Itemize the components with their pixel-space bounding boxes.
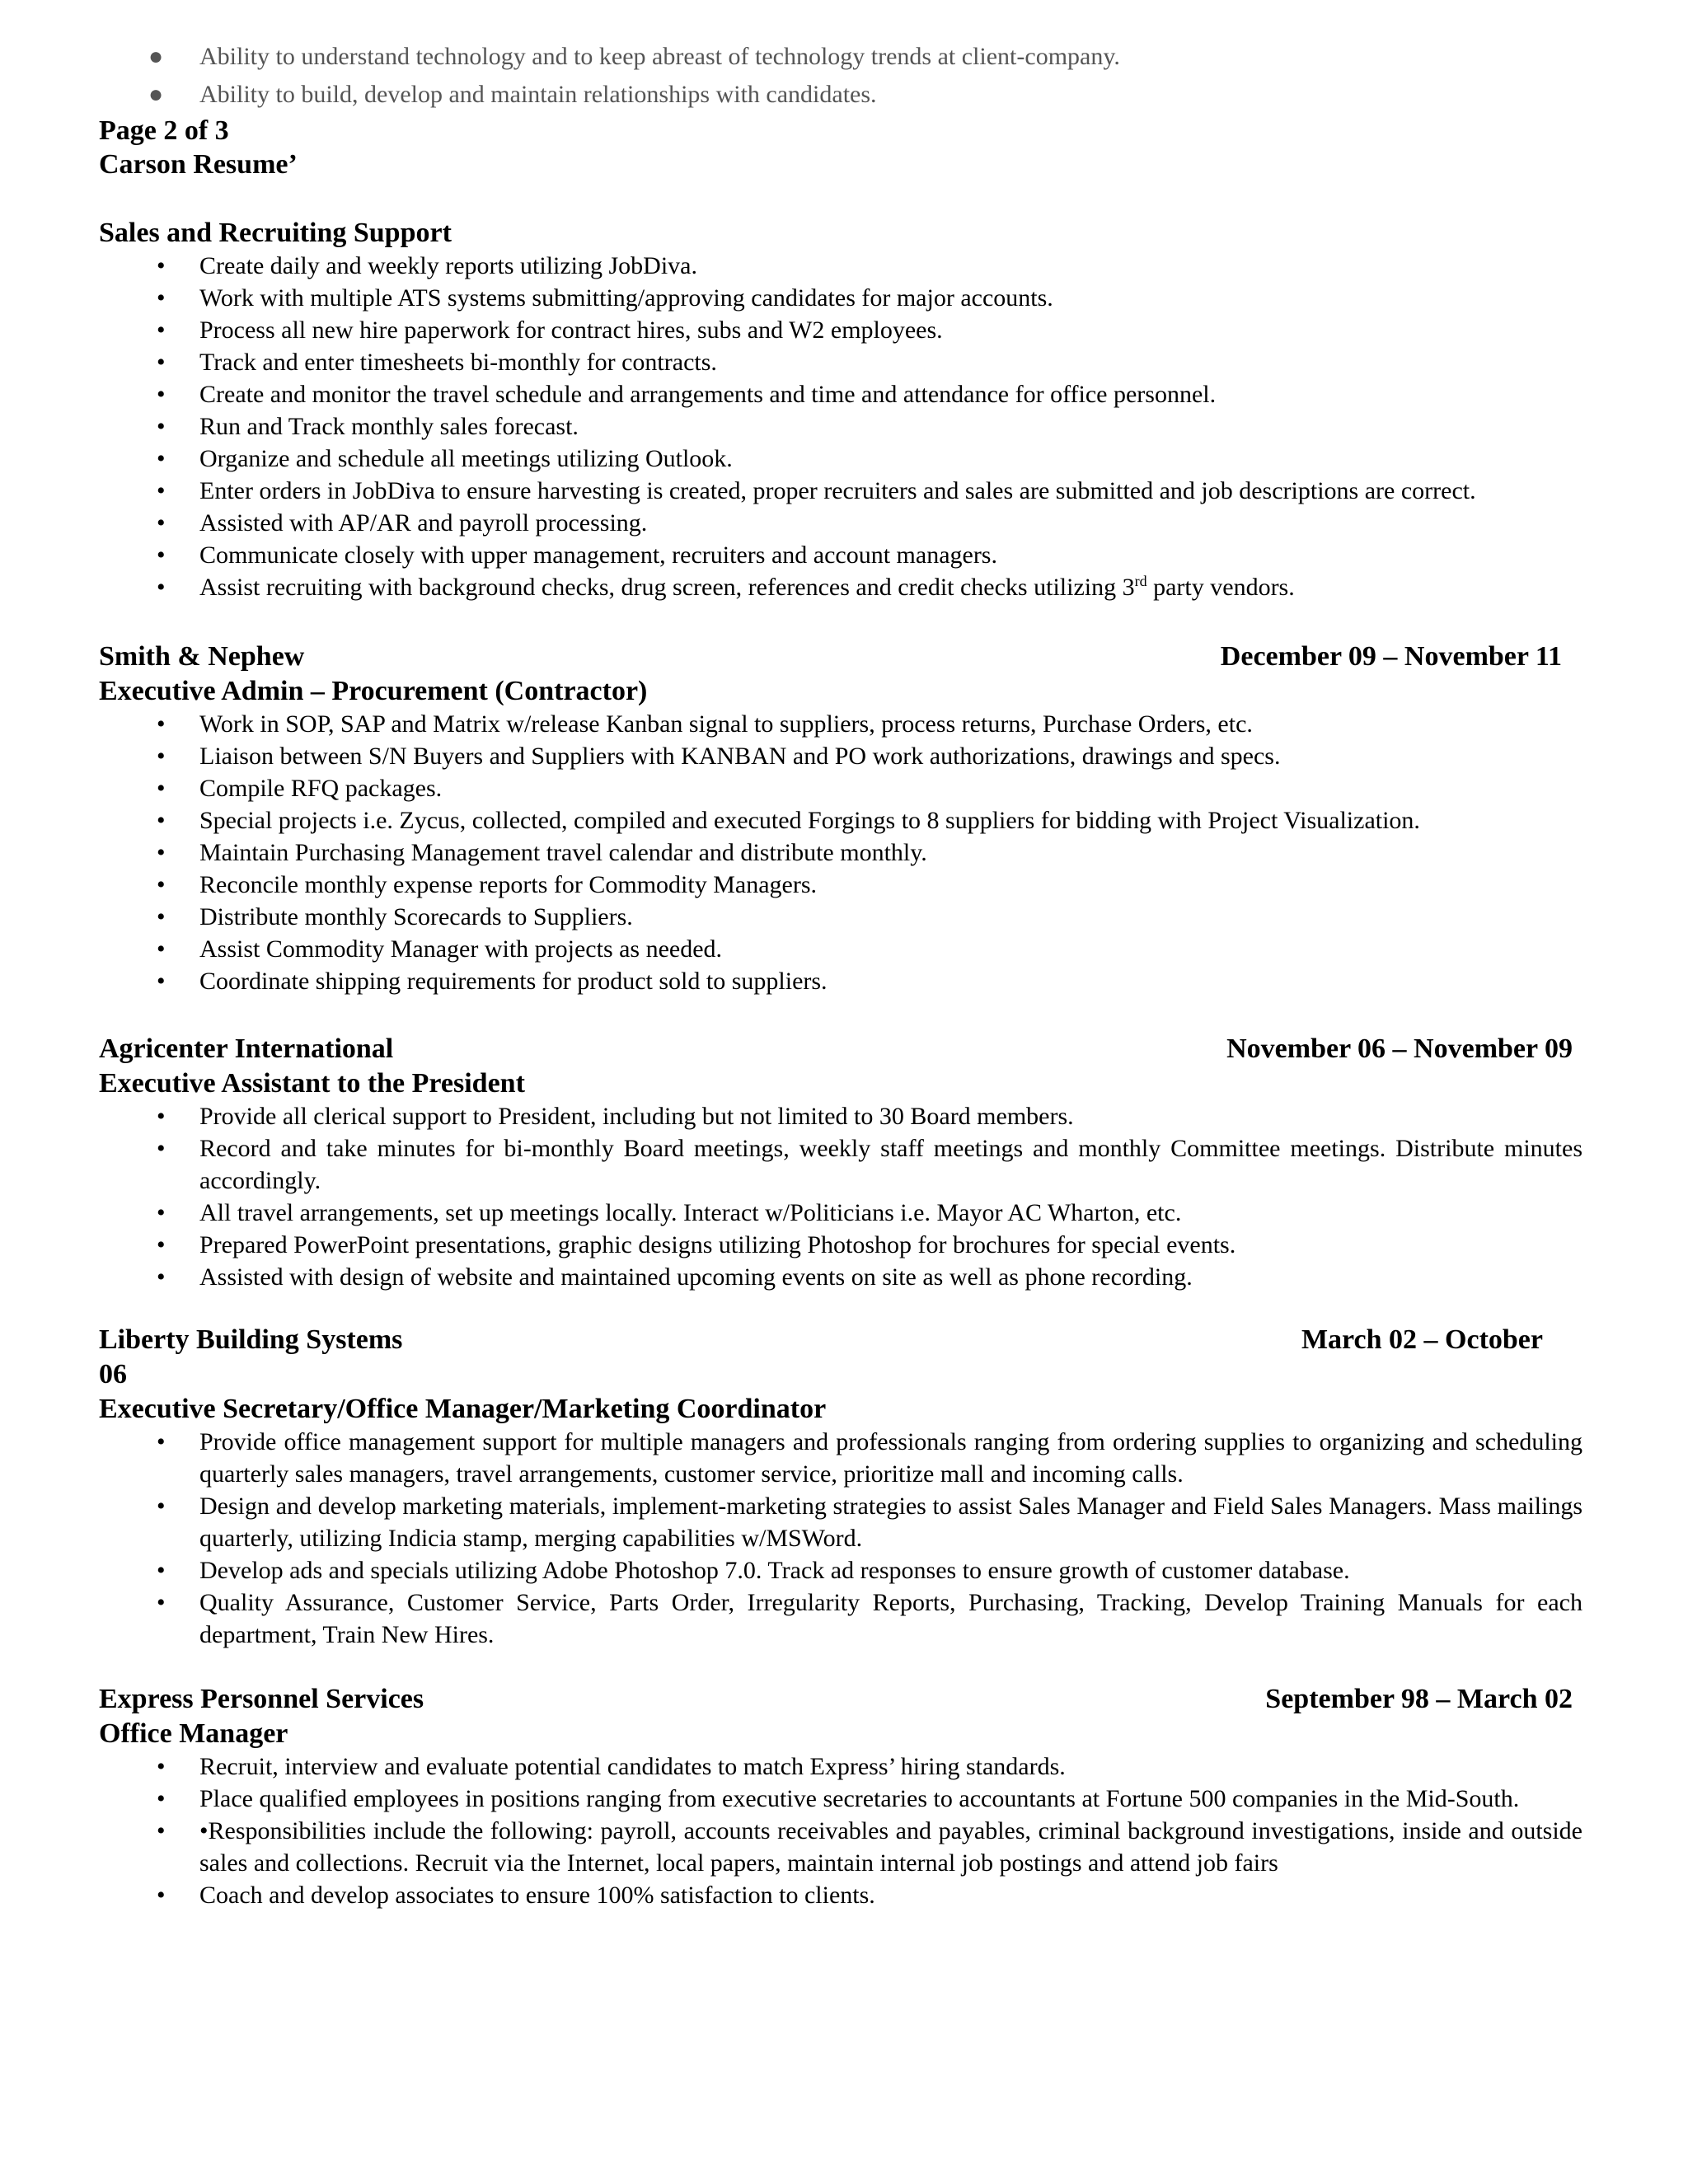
bullet-icon: • [157, 284, 166, 312]
job-dates: November 06 – November 09 [1226, 1033, 1573, 1064]
bullet-icon: • [157, 509, 166, 537]
list-item: • Create and monitor the travel schedule and arrangements and time and attendance for office personnel. [99, 378, 1582, 410]
list-item: • Quality Assurance, Customer Service, Parts Order, Irregularity Reports, Purchasing, Tracking, Develop Training Manuals for each department, Train New Hires. [99, 1586, 1582, 1651]
bullet-icon: • [157, 1135, 166, 1162]
list-item: • Track and enter timesheets bi-monthly for contracts. [99, 346, 1582, 378]
job-bullet-list [99, 1100, 1582, 1293]
list-item: • Run and Track monthly sales forecast. [99, 410, 1582, 443]
list-item: • Assisted with AP/AR and payroll processing. [99, 507, 1582, 539]
list-item: • Work with multiple ATS systems submitting/approving candidates for major accounts. [99, 282, 1582, 314]
job-bullet-list [99, 1426, 1582, 1651]
list-item: • Special projects i.e. Zycus, collected, compiled and executed Forgings to 8 suppliers for bidding with Project Visualization. [99, 804, 1582, 837]
list-item: • Distribute monthly Scorecards to Suppliers. [99, 901, 1582, 933]
bullet-icon: • [157, 1753, 166, 1780]
bullet-icon: • [157, 349, 166, 376]
list-item: • Prepared PowerPoint presentations, graphic designs utilizing Photoshop for brochures for special events. [99, 1229, 1582, 1261]
job-title: Executive Secretary/Office Manager/Marketing Coordinator [99, 1394, 827, 1424]
company-name: Express Personnel Services [99, 1684, 424, 1714]
bullet-icon: • [157, 903, 166, 930]
list-item: • Enter orders in JobDiva to ensure harvesting is created, proper recruiters and sales are submitted and job descriptions are correct. [99, 475, 1582, 507]
job-dates: December 09 – November 11 [1220, 641, 1562, 672]
bullet-icon: • [157, 1199, 166, 1226]
bullet-icon: • [157, 807, 166, 834]
list-item: • Compile RFQ packages. [99, 772, 1582, 804]
list-item: • Recruit, interview and evaluate potential candidates to match Express’ hiring standards. [99, 1750, 1582, 1783]
company-name: Agricenter International [99, 1033, 394, 1064]
bullet-icon: • [157, 1263, 166, 1291]
job-header [99, 1682, 1582, 1717]
job-dates: March 02 – October [1301, 1324, 1543, 1355]
job-title: Executive Assistant to the President [99, 1068, 525, 1099]
bullet-icon: • [157, 839, 166, 866]
job-title: Office Manager [99, 1718, 288, 1749]
section-title: Sales and Recruiting Support [99, 218, 452, 248]
list-item: • Assist recruiting with background checks, drug screen, references and credit checks utilizing 3rd party vendors. [99, 571, 1582, 603]
sales-support-list [99, 250, 1582, 603]
bullet-icon: • [157, 1493, 166, 1520]
list-item: • Assist Commodity Manager with projects as needed. [99, 933, 1582, 965]
bullet-icon: • [157, 477, 166, 504]
top-bullet-list [99, 38, 1582, 114]
bullet-icon: ● [148, 81, 164, 108]
job-dates: September 98 – March 02 [1265, 1684, 1573, 1714]
bullet-icon: • [157, 1231, 166, 1258]
list-item: • Organize and schedule all meetings utilizing Outlook. [99, 443, 1582, 475]
bullet-icon: • [157, 935, 166, 963]
list-item: • Communicate closely with upper management, recruiters and account managers. [99, 539, 1582, 571]
list-item: • Assisted with design of website and maintained upcoming events on site as well as phone recording. [99, 1261, 1582, 1293]
list-item: • Maintain Purchasing Management travel calendar and distribute monthly. [99, 837, 1582, 869]
company-name: Liberty Building Systems [99, 1324, 403, 1355]
bullet-icon: ● [148, 43, 164, 70]
list-item: • Provide all clerical support to President, including but not limited to 30 Board members. [99, 1100, 1582, 1132]
bullet-icon: • [157, 775, 166, 802]
bullet-icon: • [157, 871, 166, 898]
resume-page [99, 38, 1582, 1911]
bullet-icon: • [157, 1589, 166, 1616]
job-header [99, 1032, 1582, 1066]
list-item: • Coach and develop associates to ensure 100% satisfaction to clients. [99, 1879, 1582, 1911]
bullet-icon: • [157, 1817, 166, 1844]
bullet-icon: • [157, 541, 166, 569]
list-item: • Develop ads and specials utilizing Adobe Photoshop 7.0. Track ad responses to ensure growth of customer database. [99, 1554, 1582, 1586]
list-item: ● Ability to build, develop and maintain relationships with candidates. [99, 76, 1582, 114]
list-item: • Process all new hire paperwork for contract hires, subs and W2 employees. [99, 314, 1582, 346]
bullet-icon: • [157, 574, 166, 601]
bullet-icon: • [157, 445, 166, 472]
list-item: • Create daily and weekly reports utilizing JobDiva. [99, 250, 1582, 282]
bullet-icon: • [157, 381, 166, 408]
list-item: • Place qualified employees in positions ranging from executive secretaries to accountants at Fortune 500 companies in the Mid-South. [99, 1783, 1582, 1815]
list-item: ● Ability to understand technology and to keep abreast of technology trends at client-company. [99, 38, 1582, 76]
list-item: • Record and take minutes for bi-monthly Board meetings, weekly staff meetings and monthly Committee meetings. Distribute minutes accordingly. [99, 1132, 1582, 1197]
page-number: Page 2 of 3 [99, 115, 229, 146]
list-item: • Liaison between S/N Buyers and Suppliers with KANBAN and PO work authorizations, drawings and specs. [99, 740, 1582, 772]
list-item: • Design and develop marketing materials, implement-marketing strategies to assist Sales Manager and Field Sales Managers. Mass mailings quarterly, utilizing Indicia stamp, merging capabilities w/MSWord. [99, 1490, 1582, 1554]
list-item: • Provide office management support for multiple managers and professionals ranging from ordering supplies to organizing and scheduling quarterly sales managers, travel arrangements, customer service, prioritize mall and incoming calls. [99, 1426, 1582, 1490]
job-bullet-list [99, 1750, 1582, 1911]
company-name: Smith & Nephew [99, 641, 305, 672]
bullet-icon: • [157, 1103, 166, 1130]
bullet-icon: • [157, 1428, 166, 1455]
job-dates-tail: 06 [99, 1359, 127, 1390]
list-item: • All travel arrangements, set up meetings locally. Interact w/Politicians i.e. Mayor AC Wharton, etc. [99, 1197, 1582, 1229]
job-header [99, 1323, 1582, 1357]
list-item: • Reconcile monthly expense reports for Commodity Managers. [99, 869, 1582, 901]
resume-label: Carson Resume’ [99, 149, 298, 180]
bullet-icon: • [157, 1557, 166, 1584]
list-item: • Coordinate shipping requirements for product sold to suppliers. [99, 965, 1582, 997]
bullet-icon: • [157, 252, 166, 279]
bullet-icon: • [157, 743, 166, 770]
job-bullet-list [99, 708, 1582, 997]
job-title: Executive Admin – Procurement (Contractor) [99, 676, 648, 706]
bullet-icon: • [157, 710, 166, 738]
list-item: • Work in SOP, SAP and Matrix w/release Kanban signal to suppliers, process returns, Purchase Orders, etc. [99, 708, 1582, 740]
bullet-icon: • [157, 316, 166, 344]
list-item: • •Responsibilities include the following: payroll, accounts receivables and payables, criminal background investigations, inside and outside sales and collections. Recruit via the Internet, local papers, maintain internal job postings and attend job fairs [99, 1815, 1582, 1879]
job-header [99, 640, 1582, 674]
bullet-icon: • [157, 413, 166, 440]
bullet-icon: • [157, 1785, 166, 1812]
bullet-icon: • [157, 1882, 166, 1909]
bullet-icon: • [157, 968, 166, 995]
